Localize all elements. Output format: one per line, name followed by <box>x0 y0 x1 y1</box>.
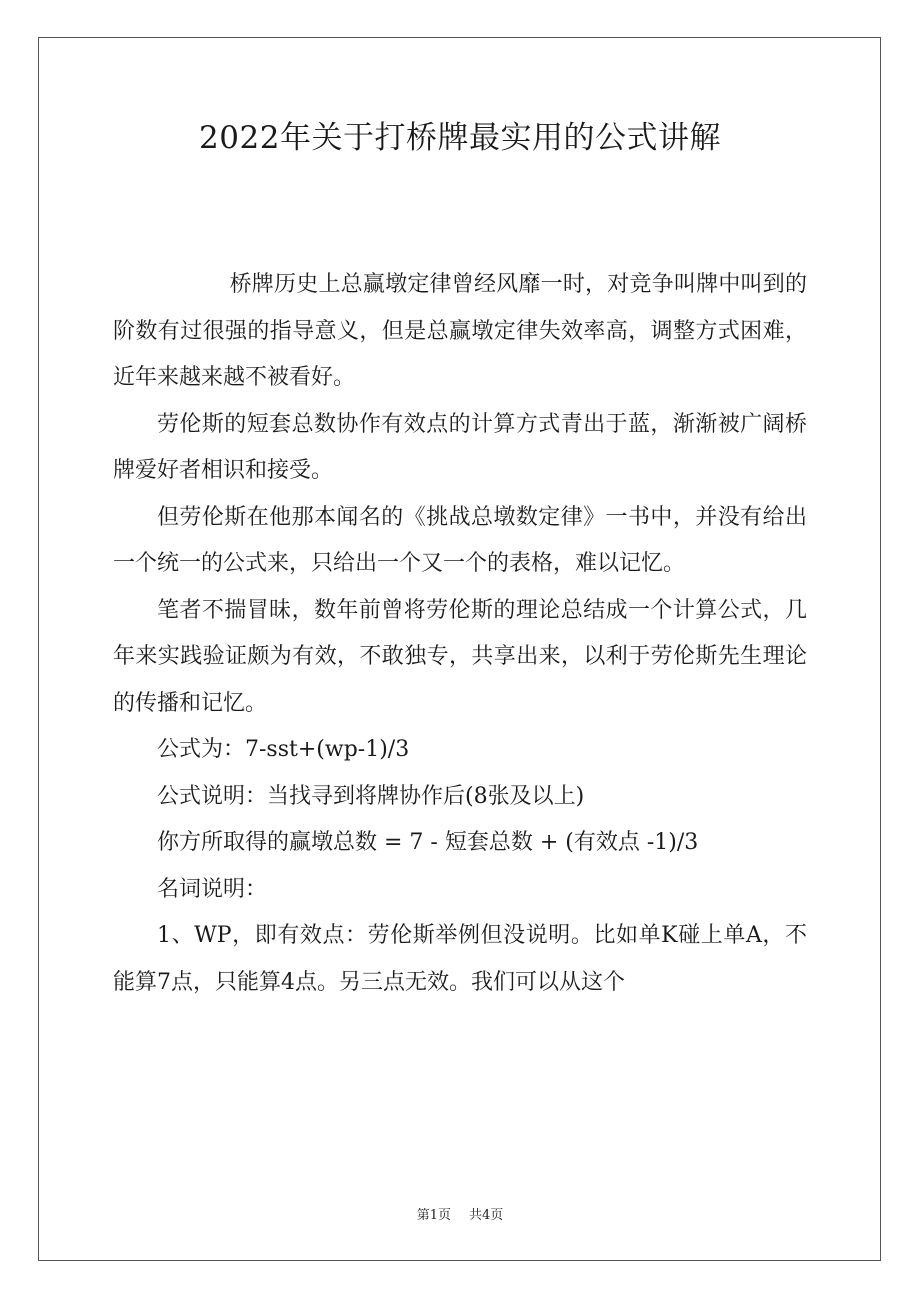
page-total: 共4页 <box>469 1208 504 1223</box>
document-body <box>113 262 807 1006</box>
paragraph: 笔者不揣冒昧，数年前曾将劳伦斯的理论总结成一个计算公式，几年来实践验证颇为有效，不敢独专，共享出来，以利于劳伦斯先生理论的传播和记忆。 <box>113 597 807 716</box>
page-number: 第1页 <box>416 1208 451 1223</box>
paragraph: 劳伦斯的短套总数协作有效点的计算方式青出于蓝，渐渐被广阔桥牌爱好者相识和接受。 <box>113 411 807 483</box>
document-title: 2022年关于打桥牌最实用的公式讲解 <box>199 120 721 156</box>
paragraph: 1、WP，即有效点：劳伦斯举例但没说明。比如单K碰上单A，不能算7点，只能算4点。另三点无效。我们可以从这个 <box>113 923 807 995</box>
paragraph: 公式说明：当找寻到将牌协作后(8张及以上) <box>157 783 585 809</box>
page-footer <box>0 1208 920 1224</box>
formula-explanation: 你方所取得的赢墩总数 = 7 - 短套总数 + (有效点 -1)/3 <box>157 830 699 855</box>
section-heading: 名词说明： <box>157 876 268 902</box>
paragraph: 但劳伦斯在他那本闻名的《挑战总墩数定律》一书中，并没有给出一个统一的公式来，只给出一个又一个的表格，难以记忆。 <box>113 504 807 576</box>
formula-line: 公式为：7-sst+(wp-1)/3 <box>157 737 410 762</box>
paragraph: 桥牌历史上总赢墩定律曾经风靡一时，对竞争叫牌中叫到的阶数有过很强的指导意义，但是总赢墩定律失效率高，调整方式困难，近年来越来越不被看好。 <box>113 272 807 390</box>
